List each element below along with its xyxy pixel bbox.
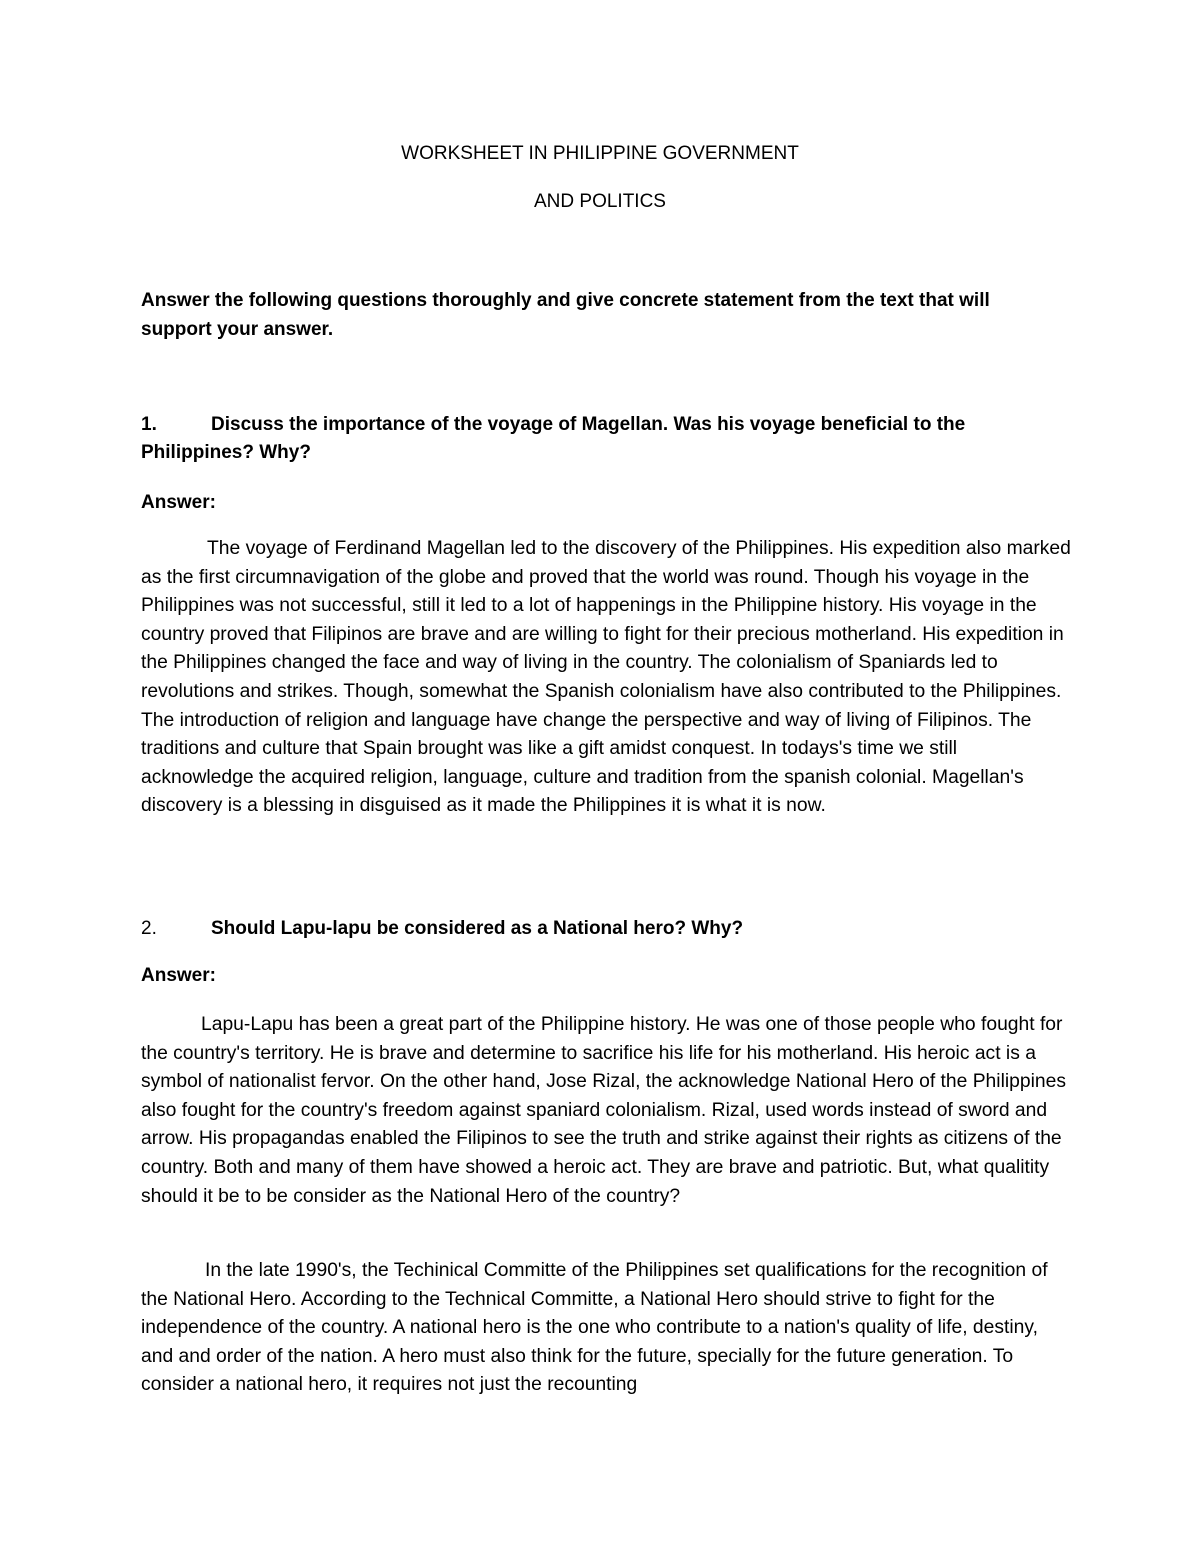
document-title-line-2: AND POLITICS bbox=[534, 191, 666, 212]
document-title-line-1: WORKSHEET IN PHILIPPINE GOVERNMENT bbox=[401, 143, 799, 164]
question-1-number: 1. bbox=[141, 414, 157, 435]
question-1 bbox=[141, 411, 1061, 467]
question-2-number: 2. bbox=[141, 918, 157, 939]
answer-2-paragraph-1: Lapu-Lapu has been a great part of the Philippine history. He was one of those people who fought for the country's territory. He is brave and determine to sacrifice his life for his motherland. His heroic act is a symbol of nationalist fervor. On the other hand, Jose Rizal, the acknowledge National Hero of the Philippines also fought for the country's freedom against spaniard colonialism. Rizal, used words instead of sword and arrow. His propagandas enabled the Filipinos to see the truth and strike against their rights as citizens of the country. Both and many of them have showed a heroic act. They are brave and patriotic. But, what qualitity should it be to be consider as the National Hero of the country? bbox=[141, 1014, 1066, 1207]
answer-1-paragraph: The voyage of Ferdinand Magellan led to the discovery of the Philippines. His expedition also marked as the first circumnavigation of the globe and proved that the world was round. Though his voyage in the Philippines was not successful, still it led to a lot of happenings in the Philippine history. His voyage in the country proved that Filipinos are brave and are willing to fight for their precious motherland. His expedition in the Philippines changed the face and way of living in the country. The colonialism of Spaniards led to revolutions and strikes. Though, somewhat the Spanish colonialism have also contributed to the Philippines. The introduction of religion and language have change the perspective and way of living of Filipinos. The traditions and culture that Spain brought was like a gift amidst conquest. In todays's time we still acknowledge the acquired religion, language, culture and tradition from the spanish colonial. Magellan's discovery is a blessing in disguised as it made the Philippines it is what it is now. bbox=[141, 538, 1071, 817]
instructions: Answer the following questions thoroughly and give concrete statement from the text that will support your answer. bbox=[141, 290, 990, 340]
answer-2-paragraph-2: In the late 1990's, the Techinical Committe of the Philippines set qualifications for the recognition of the National Hero. According to the Technical Committe, a National Hero should strive to fight for the independence of the country. A national hero is the one who contribute to a nation's quality of life, destiny, and and order of the nation. A hero must also think for the future, specially for the future generation. To consider a national hero, it requires not just the recounting bbox=[141, 1260, 1048, 1396]
question-2-text: Should Lapu-lapu be considered as a National hero? Why? bbox=[211, 918, 744, 939]
answer-2-label: Answer: bbox=[141, 965, 216, 986]
question-2 bbox=[141, 915, 1061, 943]
answer-1-label: Answer: bbox=[141, 492, 216, 513]
question-1-text: Discuss the importance of the voyage of Magellan. Was his voyage beneficial to the Philippines? Why? bbox=[141, 414, 966, 463]
